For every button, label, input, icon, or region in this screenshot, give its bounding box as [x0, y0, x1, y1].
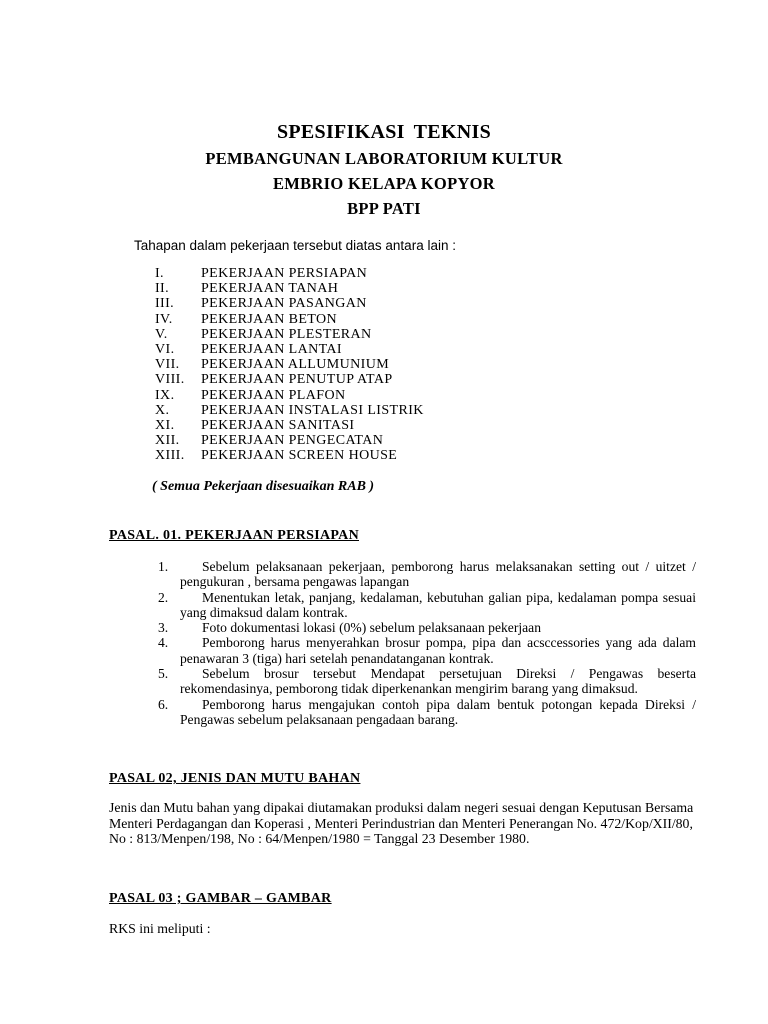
- list-item-text: Sebelum brosur tersebut Mendapat persetujuan Direksi / Pengawas beserta rekomendasinya, pemborong tidak diperkenankan mengirim barang yang dimaksud.: [180, 666, 696, 697]
- work-item-number: III.: [155, 296, 175, 312]
- work-item: [155, 357, 424, 372]
- work-item-number: XII.: [155, 433, 180, 449]
- work-item-number: XIII.: [155, 448, 185, 464]
- list-item: [158, 559, 696, 590]
- work-item-number: I.: [155, 266, 164, 281]
- work-items-list: [155, 266, 424, 464]
- work-item-label: PEKERJAAN PLESTERAN: [201, 326, 372, 342]
- list-item: [158, 620, 696, 635]
- work-item-number: VI.: [155, 342, 175, 358]
- document-subtitle-line1: PEMBANGUNAN LABORATORIUM KULTUR: [205, 149, 563, 168]
- work-item-label: PEKERJAAN SCREEN HOUSE: [201, 448, 398, 464]
- document-subtitle-line2: EMBRIO KELAPA KOPYOR: [272, 174, 496, 193]
- work-item-label: PEKERJAAN INSTALASI LISTRIK: [201, 402, 424, 418]
- pasal02-body: Jenis dan Mutu bahan yang dipakai diutamakan produksi dalam negeri sesuai dengan Keputusan Bersama Menteri Perdagangan dan Koperasi , Menteri Perindustrian dan Menteri Penerangan No. 472/Kop/XII/80, No : 813/Menpen/198, No : 64/Menpen/1980 = Tanggal 23 Desember 1980.: [109, 800, 694, 846]
- pasal02-heading: PASAL 02, JENIS DAN MUTU BAHAN: [109, 771, 361, 786]
- work-item-label: PEKERJAAN ALLUMUNIUM: [201, 357, 390, 373]
- list-item: [158, 666, 696, 697]
- list-item-number: 3.: [158, 620, 169, 636]
- list-item-number: 5.: [158, 666, 169, 682]
- work-item: [155, 418, 424, 433]
- work-item-label: PEKERJAAN LANTAI: [201, 342, 342, 358]
- pasal01-heading: PASAL. 01. PEKERJAAN PERSIAPAN: [109, 528, 359, 543]
- pasal03-body: RKS ini meliputi :: [109, 921, 211, 936]
- work-item: [155, 296, 424, 311]
- work-item-number: VII.: [155, 357, 180, 373]
- work-item: [155, 388, 424, 403]
- intro-text: Tahapan dalam pekerjaan tersebut diatas antara lain :: [134, 238, 456, 253]
- work-item-number: VIII.: [155, 372, 185, 388]
- work-item: [155, 327, 424, 342]
- work-item-number: V.: [155, 326, 168, 342]
- list-item: [158, 635, 696, 666]
- list-item: [158, 697, 696, 728]
- list-item-text: Pemborong harus mengajukan contoh pipa dalam bentuk potongan kepada Direksi / Pengawas sebelum pelaksanaan pengadaan barang.: [180, 696, 696, 727]
- list-item: [158, 590, 696, 621]
- work-item-label: PEKERJAAN PENUTUP ATAP: [201, 372, 393, 388]
- work-item-number: X.: [155, 402, 170, 418]
- work-item-number: IV.: [155, 311, 173, 327]
- work-item: [155, 266, 424, 281]
- list-item-number: 4.: [158, 635, 169, 651]
- work-item-label: PEKERJAAN PLAFON: [201, 387, 346, 403]
- work-item: [155, 342, 424, 357]
- work-item-label: PEKERJAAN BETON: [201, 311, 338, 327]
- work-item: [155, 433, 424, 448]
- list-item-number: 1.: [158, 559, 169, 574]
- list-item-text: Sebelum pelaksanaan pekerjaan, pemborong harus melaksanakan setting out / uitzet / pengukuran , bersama pengawas lapangan: [180, 559, 696, 590]
- list-item-text: Pemborong harus menyerahkan brosur pompa, pipa dan acsccessories yang ada dalam penawaran 3 (tiga) hari setelah penandatanganan kontrak.: [180, 635, 696, 666]
- work-item-label: PEKERJAAN PERSIAPAN: [201, 266, 368, 281]
- work-item: [155, 448, 424, 463]
- document-subtitle-line3: BPP PATI: [347, 199, 421, 218]
- document-title: SPESIFIKASI TEKNIS: [276, 121, 492, 143]
- list-item-number: 2.: [158, 589, 169, 605]
- list-item-number: 6.: [158, 696, 169, 712]
- list-item-text: Foto dokumentasi lokasi (0%) sebelum pelaksanaan pekerjaan: [202, 620, 541, 636]
- work-item-number: IX.: [155, 387, 175, 403]
- rab-note: ( Semua Pekerjaan disesuaikan RAB ): [152, 479, 375, 494]
- work-item-label: PEKERJAAN SANITASI: [201, 418, 355, 434]
- work-item: [155, 403, 424, 418]
- work-item: [155, 312, 424, 327]
- work-item-number: XI.: [155, 418, 175, 434]
- work-item-label: PEKERJAAN PENGECATAN: [201, 433, 384, 449]
- work-item-label: PEKERJAAN TANAH: [201, 281, 339, 297]
- work-item-label: PEKERJAAN PASANGAN: [201, 296, 367, 312]
- pasal03-heading: PASAL 03 ; GAMBAR – GAMBAR: [109, 891, 332, 906]
- work-item-number: II.: [155, 281, 170, 297]
- work-item: [155, 372, 424, 387]
- list-item-text: Menentukan letak, panjang, kedalaman, kebutuhan galian pipa, kedalaman pompa sesuai yang dimaksud dalam kontrak.: [180, 589, 696, 620]
- pasal01-list: [158, 559, 696, 727]
- work-item: [155, 281, 424, 296]
